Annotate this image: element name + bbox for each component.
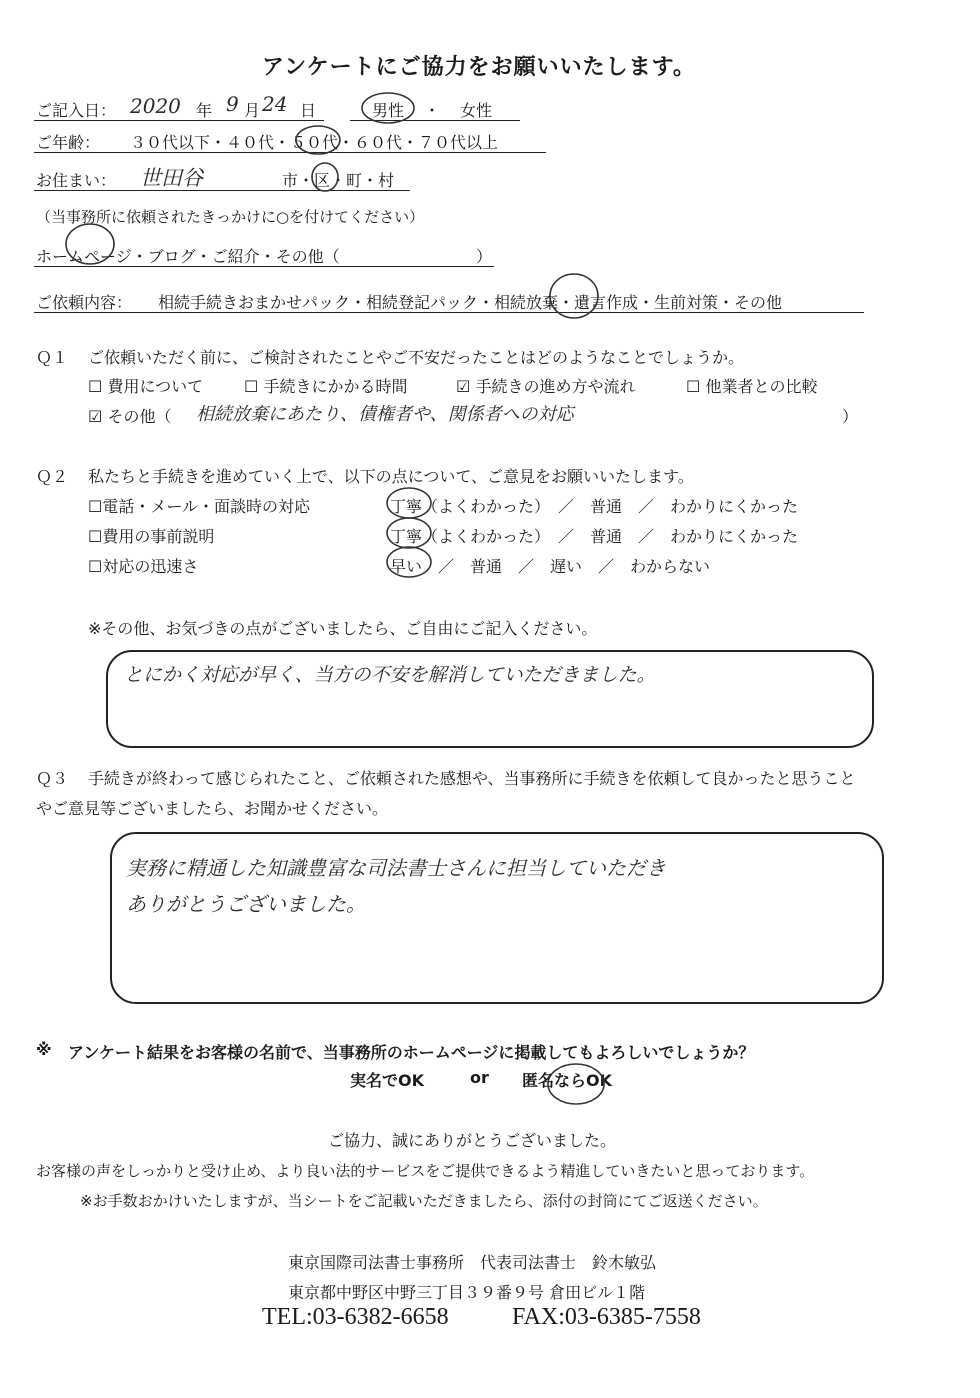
publish-mark: ※ <box>36 1040 52 1059</box>
publish-real-name-option[interactable]: 実名でOK <box>350 1071 425 1090</box>
age-underline <box>34 152 546 153</box>
trigger-note: （当事務所に依頼されたきっかけに○を付けてください） <box>36 208 425 226</box>
address-value[interactable]: 世田谷 <box>140 166 203 190</box>
address-underline <box>34 190 410 191</box>
q1-option-label: 費用について <box>107 377 204 396</box>
request-options[interactable]: 相続手続きおまかせパック・相続登記パック・相続放棄・遺言作成・生前対策・その他 <box>158 293 783 312</box>
q3-answer-line2[interactable]: ありがとうございました。 <box>126 892 366 916</box>
entry-date-year-unit: 年 <box>196 101 213 120</box>
q1-option-process[interactable] <box>456 374 635 397</box>
trigger-close: ） <box>476 247 493 266</box>
entry-date-day-unit: 日 <box>300 101 317 120</box>
q1-other-text[interactable]: 相続放棄にあたり、債権者や、関係者への対応 <box>196 404 574 425</box>
trigger-underline <box>34 266 494 267</box>
q3-question-line2: やご意見等ございましたら、お聞かせください。 <box>36 799 389 818</box>
gender-female[interactable]: 女性 <box>460 101 493 120</box>
checkbox-empty-icon[interactable]: ☐ <box>88 377 103 396</box>
q1-option-compare[interactable] <box>686 374 817 397</box>
publish-anonymous-option[interactable]: 匿名ならOK <box>522 1071 613 1090</box>
gender-male[interactable]: 男性 <box>372 101 405 120</box>
q1-option-label: 手続きの進め方や流れ <box>475 377 636 396</box>
thanks-line2: お客様の声をしっかりと受け止め、より良い法的サービスをご提供できるよう精進していきたいと思っております。 <box>36 1162 815 1180</box>
q2-row-label: 電話・メール・面談時の対応 <box>102 497 311 516</box>
office-address: 東京都中野区中野三丁目３９番９号 倉田ビル１階 <box>288 1283 646 1302</box>
office-name: 東京国際司法書士事務所 代表司法書士 鈴木敏弘 <box>288 1253 657 1272</box>
q2-row-cost-options[interactable]: 丁寧（よくわかった） ／ 普通 ／ わかりにくかった <box>390 527 799 546</box>
q3-question-line1: 手続きが終わって感じられたこと、ご依頼された感想や、当事務所に手続きを依頼して良かったと思うこと <box>88 769 856 788</box>
address-suffix[interactable]: 市・区・町・村 <box>282 171 395 190</box>
age-label: ご年齢： <box>36 133 101 152</box>
address-label: お住まい： <box>36 171 117 190</box>
checkbox-empty-icon[interactable]: ☐ <box>88 527 103 546</box>
q1-other-label: その他（ <box>107 407 172 426</box>
q2-row-speed <box>88 554 198 577</box>
entry-date-day[interactable]: 24 <box>262 92 288 116</box>
q1-option-other[interactable] <box>88 404 171 427</box>
q2-number: Ｑ２ <box>36 467 69 486</box>
entry-date-month-unit: 月 <box>244 101 261 120</box>
q1-question: ご依頼いただく前に、ご検討されたことやご不安だったことはどのようなことでしょうか。 <box>88 348 745 367</box>
entry-date-year[interactable]: 2020 <box>130 94 181 118</box>
office-tel[interactable]: TEL:03-6382-6658 <box>262 1304 449 1330</box>
entry-date-month[interactable]: 9 <box>226 92 239 116</box>
entry-date-underline <box>34 120 324 121</box>
checkbox-empty-icon[interactable]: ☐ <box>88 557 103 576</box>
checkbox-empty-icon[interactable]: ☐ <box>686 377 701 396</box>
q1-other-close: ） <box>842 407 859 426</box>
q2-row-contact-options[interactable]: 丁寧（よくわかった） ／ 普通 ／ わかりにくかった <box>390 497 799 516</box>
thanks-line1: ご協力、誠にありがとうございました。 <box>328 1131 617 1150</box>
checkbox-checked-icon[interactable]: ☑ <box>456 377 471 396</box>
q1-option-time[interactable] <box>244 374 407 397</box>
q1-number: Ｑ１ <box>36 348 69 367</box>
page-title: アンケートにご協力をお願いいたします。 <box>262 55 696 80</box>
q2-row-contact <box>88 494 310 517</box>
q2-free-answer[interactable]: とにかく対応が早く、当方の不安を解消していただきました。 <box>124 664 656 686</box>
q3-number: Ｑ３ <box>36 769 69 788</box>
gender-separator: ・ <box>424 101 441 120</box>
checkbox-empty-icon[interactable]: ☐ <box>88 497 103 516</box>
q1-option-cost[interactable] <box>88 374 203 397</box>
entry-date-label: ご記入日： <box>36 101 117 120</box>
request-underline <box>34 312 864 313</box>
q1-option-label: 他業者との比較 <box>705 377 818 396</box>
q2-row-label: 費用の事前説明 <box>102 527 215 546</box>
age-options[interactable]: ３０代以下・４０代・５０代・６０代・７０代以上 <box>130 133 499 152</box>
publish-or: or <box>470 1068 489 1087</box>
gender-underline <box>350 120 520 121</box>
q2-free-prompt: ※その他、お気づきの点がございましたら、ご自由にご記入ください。 <box>88 619 598 638</box>
publish-question: アンケート結果をお客様の名前で、当事務所のホームページに掲載してもよろしいでしょうか？ <box>68 1043 755 1062</box>
q1-option-label: 手続きにかかる時間 <box>263 377 408 396</box>
office-fax[interactable]: FAX:03-6385-7558 <box>512 1304 701 1330</box>
q2-row-label: 対応の迅速さ <box>102 557 199 576</box>
checkbox-checked-icon[interactable]: ☑ <box>88 407 103 426</box>
q3-answer-line1[interactable]: 実務に精通した知識豊富な司法書士さんに担当していただき <box>126 856 666 880</box>
q2-question: 私たちと手続きを進めていく上で、以下の点について、ご意見をお願いいたします。 <box>88 467 694 486</box>
checkbox-empty-icon[interactable]: ☐ <box>244 377 259 396</box>
request-label: ご依頼内容： <box>36 293 133 312</box>
q2-row-speed-options[interactable]: 早い ／ 普通 ／ 遅い ／ わからない <box>390 557 711 576</box>
trigger-options[interactable]: ホームページ・ブログ・ご紹介・その他（ <box>36 247 340 266</box>
thanks-line3: ※お手数おかけいたしますが、当シートをご記載いただきましたら、添付の封筒にてご返送ください。 <box>80 1192 768 1210</box>
q2-row-cost <box>88 524 214 547</box>
